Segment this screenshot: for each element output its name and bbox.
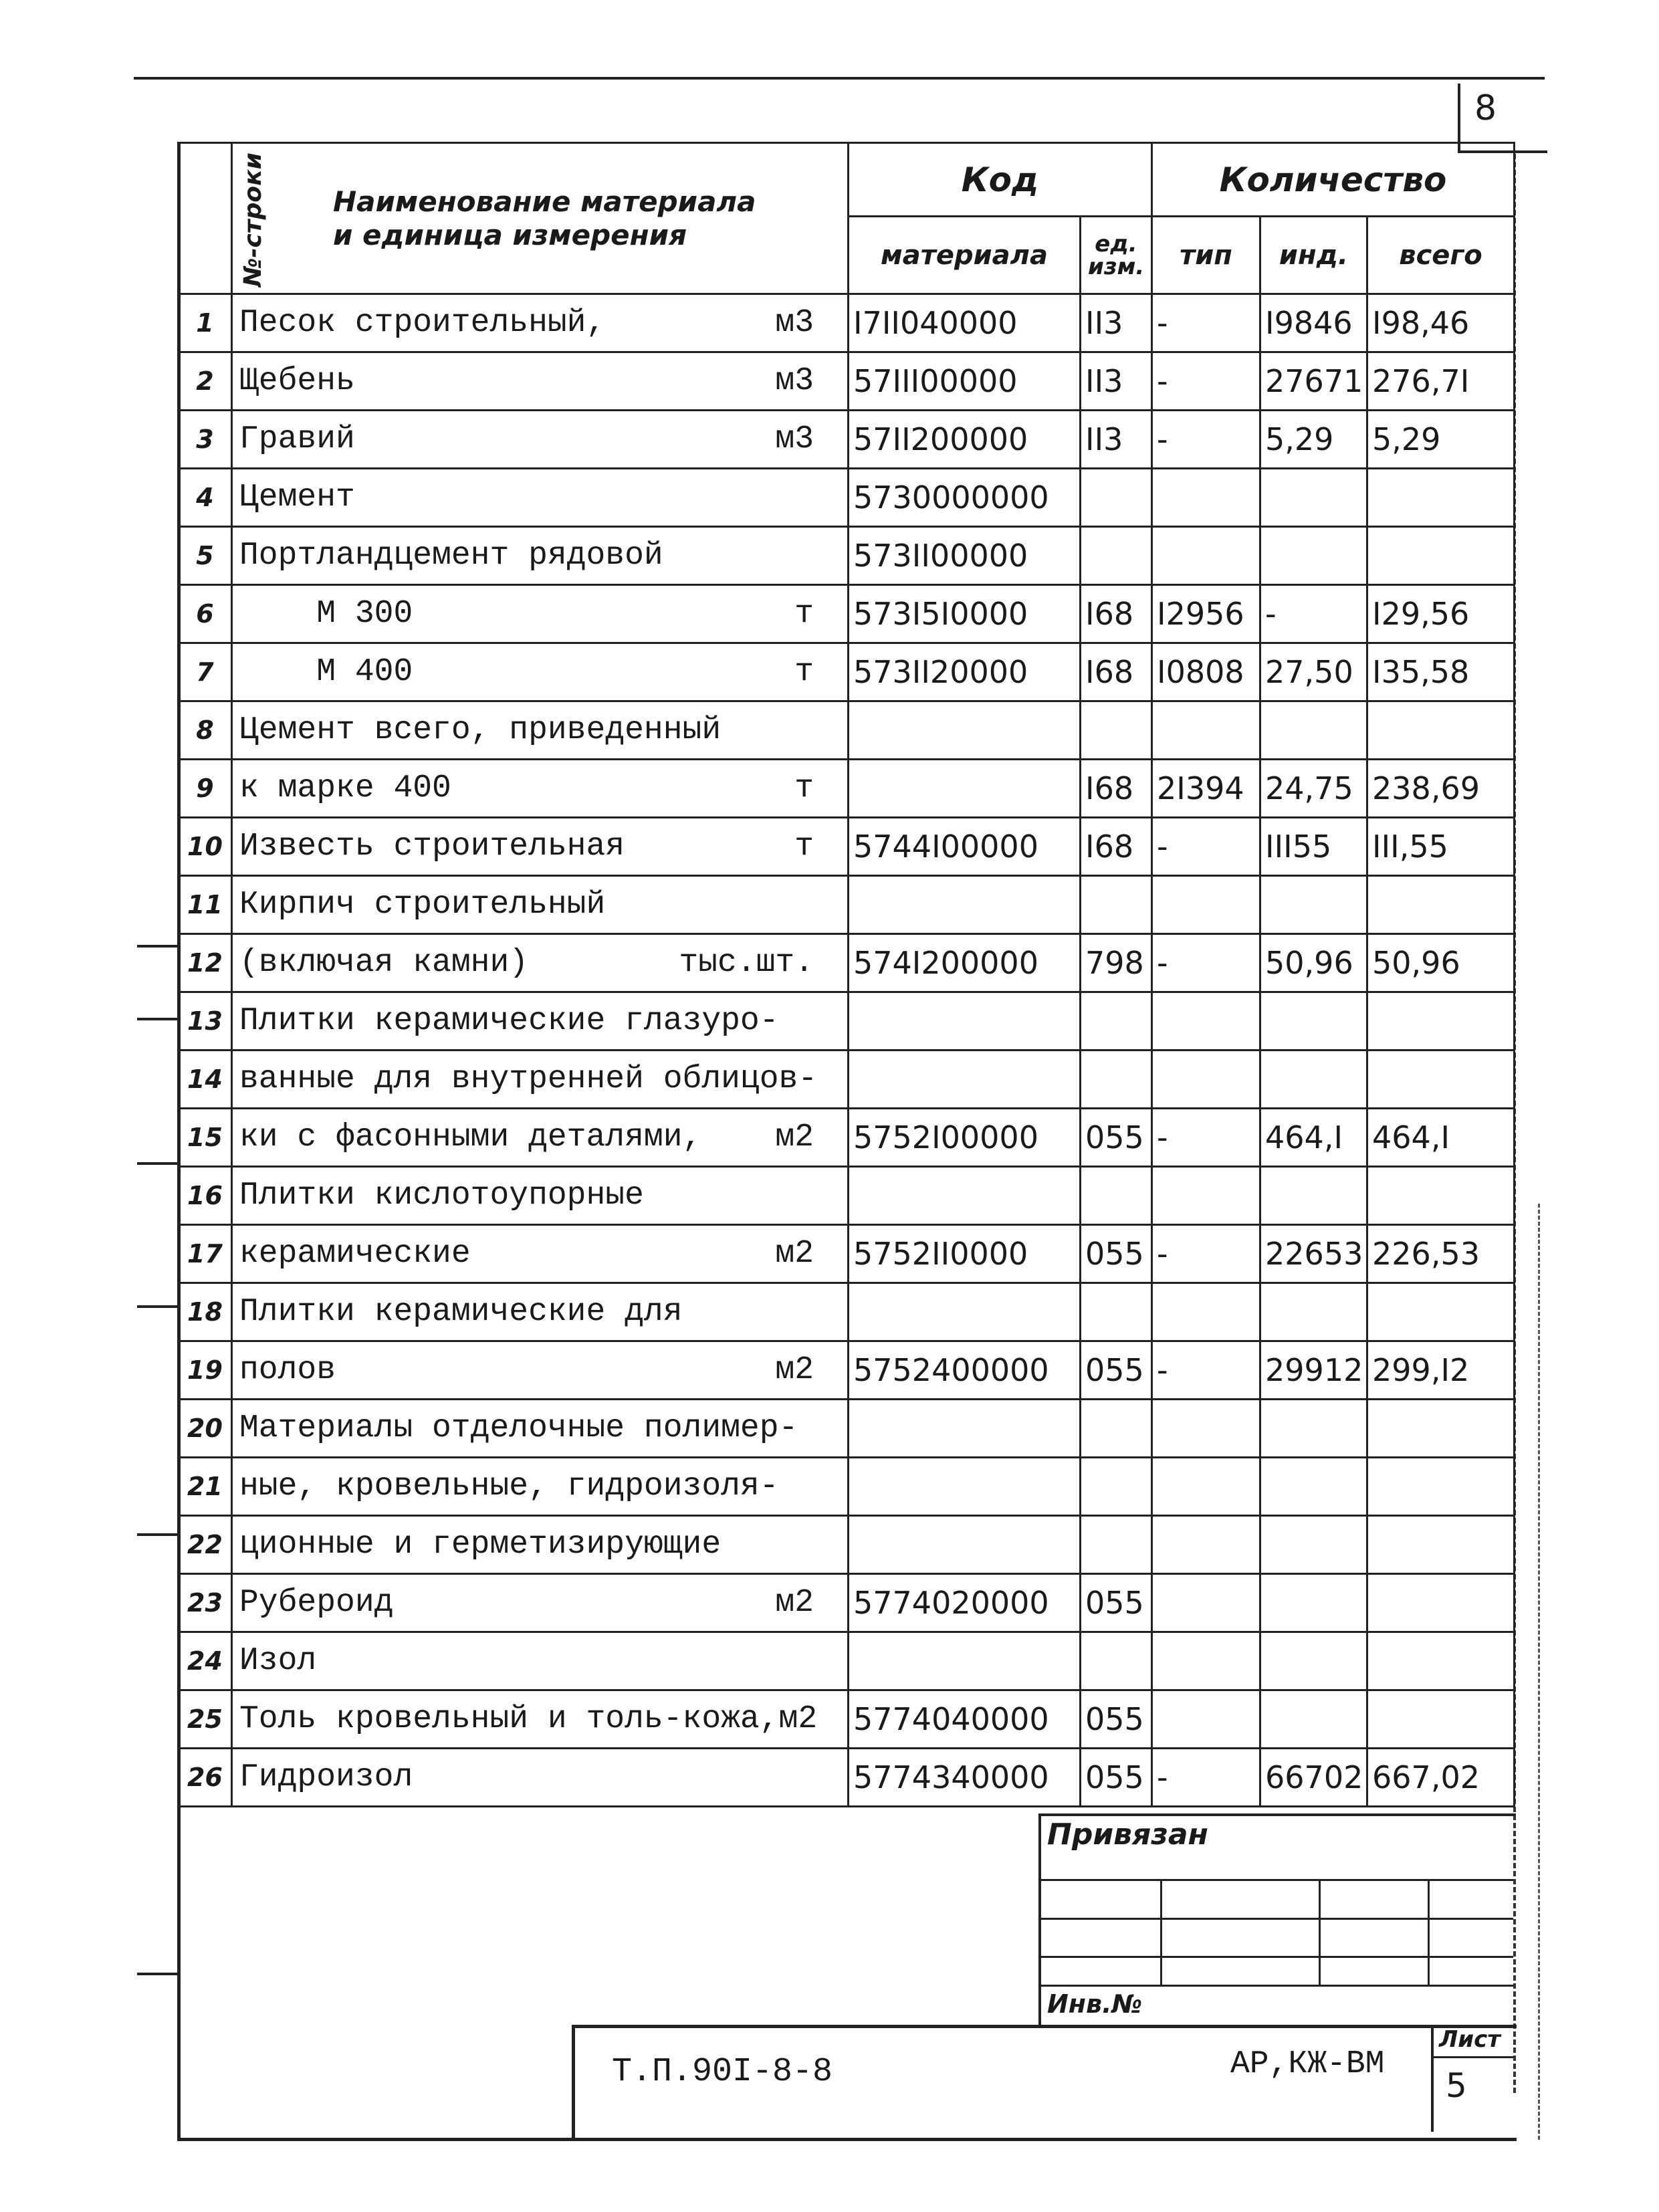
table-row [179,1632,1515,1690]
qty-total [1367,1632,1515,1690]
qty-total [1367,876,1515,934]
unit-code [1081,527,1152,585]
qty-total [1367,1050,1515,1109]
material-unit: м3 [775,305,814,341]
material-name [232,294,849,352]
table-row [179,1167,1515,1225]
table-row [179,1749,1515,1807]
row-number: 14 [179,1050,232,1109]
material-unit: тыс.шт. [679,945,814,981]
table-row [179,411,1515,469]
qty-ind: 27,50 [1260,643,1367,701]
material-name [232,1400,849,1458]
material-code: 5774020000 [849,1574,1081,1632]
material-code [849,1400,1081,1458]
qty-total [1367,1516,1515,1574]
doc-code: Т.П.90I-8-8 [612,2053,833,2091]
qty-type: - [1152,818,1260,876]
doc-mark: АР,КЖ-ВМ [1230,2046,1385,2082]
qty-total [1367,992,1515,1050]
material-name-text: Кирпич строительный [239,887,606,923]
material-code: 57II200000 [849,411,1081,469]
material-name [232,1749,849,1807]
qty-type [1152,1283,1260,1341]
row-number: 19 [179,1341,232,1400]
row-number: 20 [179,1400,232,1458]
table-row [179,701,1515,760]
material-name-text: Толь кровельный и толь-кожа,м2 [239,1701,818,1737]
header-qty-type: тип [1152,217,1260,294]
table-row [179,1225,1515,1283]
stamp-inv-no: Инв.№ [1047,1989,1143,2019]
row-number: 10 [179,818,232,876]
table-row [179,992,1515,1050]
unit-code [1081,1283,1152,1341]
row-number: 18 [179,1283,232,1341]
qty-ind [1260,1458,1367,1516]
material-code: 573I5I0000 [849,585,1081,643]
qty-total: 276,7I [1367,352,1515,411]
material-code [849,1050,1081,1109]
material-unit: т [794,596,814,632]
qty-type: I0808 [1152,643,1260,701]
qty-total: I35,58 [1367,643,1515,701]
material-name [232,352,849,411]
material-code: 5744I00000 [849,818,1081,876]
material-name [232,1109,849,1167]
qty-total [1367,1400,1515,1458]
row-number: 24 [179,1632,232,1690]
table-row [179,469,1515,527]
sheet-separator [1431,2056,1513,2058]
material-unit: м2 [775,1585,814,1621]
row-number: 12 [179,934,232,992]
material-name [232,1341,849,1400]
qty-type: - [1152,1225,1260,1283]
material-code [849,992,1081,1050]
stamp-divider [1319,1879,1321,1985]
table-row [179,1574,1515,1632]
sheet-label: Лист [1439,2026,1501,2053]
table-row [179,1109,1515,1167]
material-code: 5774340000 [849,1749,1081,1807]
qty-total [1367,1167,1515,1225]
header-qty-ind: инд. [1260,217,1367,294]
qty-ind [1260,1167,1367,1225]
material-name-text: Плитки кислотоупорные [239,1178,644,1214]
qty-total [1367,1283,1515,1341]
qty-type: - [1152,934,1260,992]
material-name [232,1632,849,1690]
qty-type: - [1152,294,1260,352]
header-code: Код [849,143,1152,217]
table-row [179,934,1515,992]
qty-total: 5,29 [1367,411,1515,469]
material-code [849,1632,1081,1690]
material-name-text: ки с фасонными деталями, [239,1119,702,1155]
row-number: 16 [179,1167,232,1225]
qty-total: I29,56 [1367,585,1515,643]
material-unit: м2 [775,1119,814,1155]
qty-ind [1260,527,1367,585]
material-name-text: Плитки керамические глазуро- [239,1003,779,1039]
unit-code: 055 [1081,1574,1152,1632]
material-code [849,1283,1081,1341]
table-row [179,294,1515,352]
unit-code: 055 [1081,1690,1152,1749]
qty-type [1152,1632,1260,1690]
unit-code: II3 [1081,294,1152,352]
qty-ind [1260,701,1367,760]
qty-type: - [1152,1109,1260,1167]
material-name [232,760,849,818]
qty-type: I2956 [1152,585,1260,643]
qty-type: 2I394 [1152,760,1260,818]
material-code [849,760,1081,818]
qty-ind: I9846 [1260,294,1367,352]
material-name [232,818,849,876]
qty-ind [1260,1632,1367,1690]
unit-code [1081,1516,1152,1574]
header-quantity: Количество [1152,143,1515,217]
table-row [179,760,1515,818]
unit-code: I68 [1081,643,1152,701]
table-row [179,876,1515,934]
material-name-text: керамические [239,1236,471,1272]
material-name [232,1167,849,1225]
material-code: 5752400000 [849,1341,1081,1400]
qty-ind [1260,1690,1367,1749]
unit-code: 055 [1081,1749,1152,1807]
unit-code: I68 [1081,760,1152,818]
qty-ind: 22653 [1260,1225,1367,1283]
unit-code: 055 [1081,1341,1152,1400]
material-name [232,992,849,1050]
qty-type [1152,1400,1260,1458]
qty-ind [1260,992,1367,1050]
qty-ind [1260,1400,1367,1458]
unit-code: II3 [1081,411,1152,469]
material-name-text: М 400 [239,654,413,690]
material-name [232,701,849,760]
table-row [179,1341,1515,1400]
row-number: 17 [179,1225,232,1283]
material-unit: т [794,770,814,806]
stamp-divider [1160,1879,1162,1985]
unit-code: 055 [1081,1109,1152,1167]
row-number: 15 [179,1109,232,1167]
top-rule [134,77,1545,80]
material-name [232,1516,849,1574]
qty-total [1367,1690,1515,1749]
material-name-text: (включая камни) [239,945,529,981]
unit-code [1081,992,1152,1050]
qty-total: I98,46 [1367,294,1515,352]
material-code [849,701,1081,760]
page-number: 8 [1474,88,1497,128]
row-number: 8 [179,701,232,760]
material-name [232,527,849,585]
material-name [232,876,849,934]
row-number: 11 [179,876,232,934]
qty-total [1367,1458,1515,1516]
table-row [179,1283,1515,1341]
material-name-text: Гравий [239,421,355,457]
header-code-material: материала [849,217,1081,294]
qty-type [1152,1050,1260,1109]
material-name-text: Рубероид [239,1585,394,1621]
material-name [232,1050,849,1109]
row-number: 9 [179,760,232,818]
table-row [179,643,1515,701]
qty-ind: III55 [1260,818,1367,876]
materials-table [177,142,1515,1807]
material-code: 5730000000 [849,469,1081,527]
table-row [179,1458,1515,1516]
material-name-text: Плитки керамические для [239,1294,683,1330]
qty-type [1152,1167,1260,1225]
row-number: 23 [179,1574,232,1632]
material-name [232,1458,849,1516]
unit-code [1081,1050,1152,1109]
unit-code [1081,701,1152,760]
qty-total: III,55 [1367,818,1515,876]
unit-code [1081,1458,1152,1516]
qty-ind [1260,876,1367,934]
qty-total: 464,I [1367,1109,1515,1167]
unit-code: I68 [1081,818,1152,876]
qty-type [1152,876,1260,934]
material-unit: м3 [775,363,814,399]
stamp-linked: Привязан [1047,1817,1208,1852]
material-name [232,1225,849,1283]
qty-ind: 5,29 [1260,411,1367,469]
material-name-text: ционные и герметизирующие [239,1527,722,1563]
material-name-text: Изол [239,1643,317,1679]
qty-type [1152,1574,1260,1632]
material-name-text: ванные для внутренней облицов- [239,1061,818,1097]
qty-ind: 27671 [1260,352,1367,411]
right-edge-line-outer [1538,1204,1540,2140]
material-code [849,1167,1081,1225]
qty-ind: 464,I [1260,1109,1367,1167]
material-code [849,1516,1081,1574]
row-number: 21 [179,1458,232,1516]
table-body [179,294,1515,1807]
header-name: Наименование материала и единица измерения [232,143,849,294]
table-row [179,1400,1515,1458]
material-name [232,1690,849,1749]
qty-ind: 29912 [1260,1341,1367,1400]
qty-type: - [1152,1341,1260,1400]
qty-total: 226,53 [1367,1225,1515,1283]
unit-code: 798 [1081,934,1152,992]
material-name [232,411,849,469]
material-code: 57III00000 [849,352,1081,411]
unit-code [1081,1632,1152,1690]
row-number: 3 [179,411,232,469]
material-name [232,585,849,643]
qty-ind [1260,1050,1367,1109]
qty-total: 238,69 [1367,760,1515,818]
material-code: 5752I00000 [849,1109,1081,1167]
sheet-number: 5 [1446,2066,1467,2105]
material-name-text: Гидроизол [239,1759,413,1795]
qty-ind [1260,469,1367,527]
qty-type: - [1152,352,1260,411]
unit-code [1081,469,1152,527]
material-name-text: Щебень [239,363,355,399]
qty-total: 50,96 [1367,934,1515,992]
material-name [232,1283,849,1341]
material-unit: м2 [775,1352,814,1388]
unit-code [1081,876,1152,934]
material-code: 573II20000 [849,643,1081,701]
row-number: 22 [179,1516,232,1574]
qty-type [1152,469,1260,527]
unit-code [1081,1400,1152,1458]
material-name [232,1574,849,1632]
material-code: 573II00000 [849,527,1081,585]
material-name-text: Портландцемент рядовой [239,538,663,574]
material-name-text: М 300 [239,596,413,632]
qty-total: 299,I2 [1367,1341,1515,1400]
row-number: 25 [179,1690,232,1749]
table-row [179,1516,1515,1574]
qty-ind [1260,1283,1367,1341]
table-row [179,1050,1515,1109]
unit-code [1081,1167,1152,1225]
row-number: 2 [179,352,232,411]
material-code [849,1458,1081,1516]
material-name [232,469,849,527]
material-name-text: Цемент [239,479,355,516]
qty-total [1367,527,1515,585]
table-row [179,585,1515,643]
qty-type [1152,527,1260,585]
material-unit: т [794,828,814,865]
material-unit: м3 [775,421,814,457]
material-code: 5752II0000 [849,1225,1081,1283]
material-code: 5774040000 [849,1690,1081,1749]
material-code [849,876,1081,934]
material-name-text: ные, кровельные, гидроизоля- [239,1468,779,1505]
qty-total [1367,1574,1515,1632]
table-row [179,818,1515,876]
row-number: 6 [179,585,232,643]
qty-ind [1260,1516,1367,1574]
header-qty-total: всего [1367,217,1515,294]
qty-type [1152,992,1260,1050]
material-name-text: Известь строительная [239,828,625,865]
qty-type [1152,701,1260,760]
material-name-text: к марке 400 [239,770,451,806]
qty-ind: 66702 [1260,1749,1367,1807]
row-number: 7 [179,643,232,701]
qty-type [1152,1516,1260,1574]
material-name-text: полов [239,1352,336,1388]
unit-code: II3 [1081,352,1152,411]
header-code-unit: ед. изм. [1081,217,1152,294]
qty-type [1152,1690,1260,1749]
row-number: 26 [179,1749,232,1807]
qty-type: - [1152,1749,1260,1807]
material-unit: м2 [775,1236,814,1272]
material-code: I7II040000 [849,294,1081,352]
row-number: 4 [179,469,232,527]
material-name [232,934,849,992]
material-code: 574I200000 [849,934,1081,992]
row-number: 5 [179,527,232,585]
table-row [179,527,1515,585]
material-name-text: Цемент всего, приведенный [239,712,722,748]
material-name [232,643,849,701]
material-name-text: Материалы отделочные полимер- [239,1410,798,1446]
qty-total [1367,701,1515,760]
unit-code: I68 [1081,585,1152,643]
qty-ind: 24,75 [1260,760,1367,818]
stamp-divider [1428,1879,1430,1985]
qty-ind [1260,1574,1367,1632]
header-row-no: №-строки [179,143,232,294]
material-unit: т [794,654,814,690]
row-number: 1 [179,294,232,352]
qty-total [1367,469,1515,527]
qty-ind: 50,96 [1260,934,1367,992]
row-number: 13 [179,992,232,1050]
qty-type [1152,1458,1260,1516]
table-row [179,352,1515,411]
qty-type: - [1152,411,1260,469]
material-name-text: Песок строительный, [239,305,606,341]
qty-ind: - [1260,585,1367,643]
table-row [179,1690,1515,1749]
qty-total: 667,02 [1367,1749,1515,1807]
unit-code: 055 [1081,1225,1152,1283]
